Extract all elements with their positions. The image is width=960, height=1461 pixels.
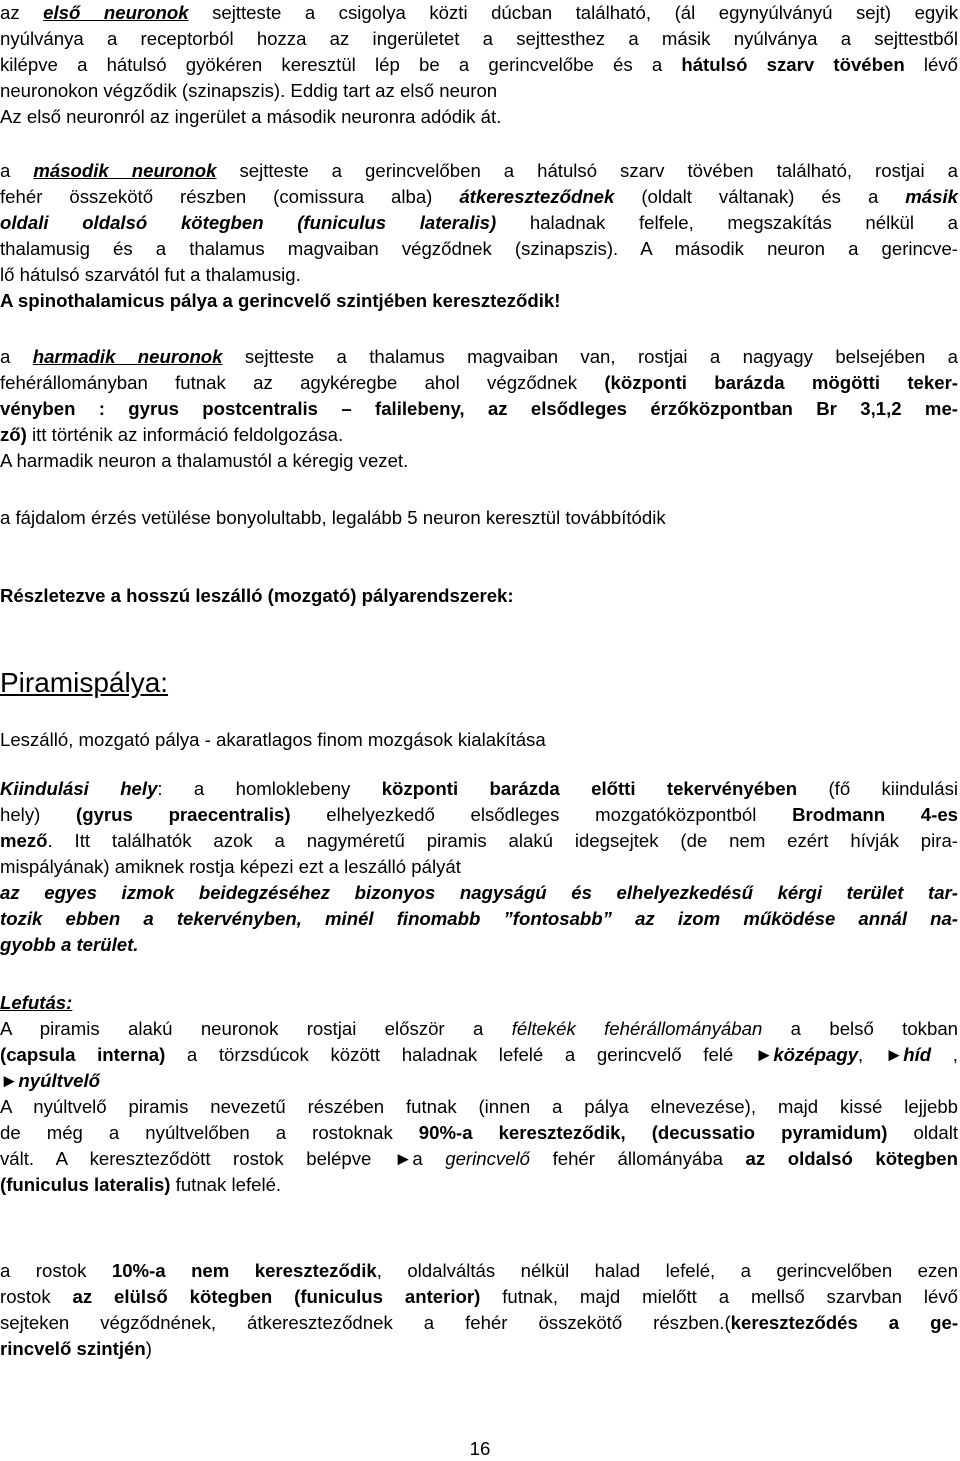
emphasis: (funiculus lateralis) <box>0 1174 171 1195</box>
term-origin: Kiindulási hely <box>0 778 158 799</box>
paragraph-origin <box>0 776 958 958</box>
emphasis: mező <box>0 830 48 851</box>
text-line <box>0 422 958 448</box>
text-run: (oldalt váltanak) és a <box>614 186 906 207</box>
emphasis: (capsula interna) <box>0 1044 166 1065</box>
text-line-bold-italic: tozik ebben a tekervényben, minél finomabb ”fontosabb” az izom működése annál na- <box>0 908 958 929</box>
text-line <box>0 1016 958 1042</box>
course-heading: Lefutás: <box>0 992 73 1013</box>
paragraph-third-neuron <box>0 344 958 474</box>
text-line-bold-italic: gyobb a terület. <box>0 934 139 955</box>
text-run: (fő kiindulási <box>797 778 958 799</box>
text-run: , <box>931 1044 958 1065</box>
emphasis: másik <box>905 186 958 207</box>
text-line: mispályának) amiknek rostja képezi ezt a leszálló pályát <box>0 856 461 877</box>
emphasis: hátulsó szarv tövében <box>681 54 905 75</box>
emphasis: Brodmann 4-es <box>792 804 958 825</box>
emphasis: 10%-a nem kereszteződik <box>111 1260 377 1281</box>
term-third-neurons: harmadik neuronok <box>32 346 223 367</box>
text-run: rostok <box>0 1286 73 1307</box>
text-run: sejtteste a thalamus magvaiban van, rostjai a nagyagy belsejében a <box>222 346 958 367</box>
text-run: a törzsdúcok között haladnak lefelé a gerincvelő felé <box>165 1044 755 1065</box>
text-run: sejtteste a gerincvelőben a hátulsó szarv tövében található, rostjai a <box>216 160 958 181</box>
text-run: a rostok <box>0 1260 112 1281</box>
term-midbrain: középagy <box>773 1044 859 1065</box>
text-run: , <box>858 1044 885 1065</box>
emphasis: oldali oldalsó kötegben (funiculus lateralis) <box>0 212 497 233</box>
text-run: vált. A kereszteződött rostok belépve <box>0 1148 394 1169</box>
text-line <box>0 1146 958 1172</box>
text-line <box>0 184 958 210</box>
subtitle-text: Leszálló, mozgató pálya - akaratlagos finom mozgások kialakítása <box>0 729 546 750</box>
text-line-bold: A spinothalamicus pálya a gerincvelő szintjében kereszteződik! <box>0 290 561 311</box>
text-run: : a homloklebeny <box>157 778 382 799</box>
text-line <box>0 1258 958 1284</box>
page-number: 16 <box>469 1438 491 1459</box>
text-line <box>0 1068 958 1094</box>
paragraph-first-neuron <box>0 0 958 130</box>
text-run: sejtteste a csigolya közti dúcban található, (ál egynyúlványú sejt) egyik <box>188 2 958 23</box>
text-run: . Itt találhatók azok a nagyméretű piramis alakú idegsejtek (de nem ezért hívják pira- <box>47 830 958 851</box>
text-line: Az első neuronról az ingerület a második neuronra adódik át. <box>0 106 502 127</box>
paragraph-course <box>0 990 958 1198</box>
text-line: thalamusig és a thalamus magvaiban végződnek (szinapszis). A második neuron a gerincve- <box>0 238 958 259</box>
text-line <box>0 802 958 828</box>
term-second-neurons: második neuronok <box>33 160 217 181</box>
text-run: sejteken végződnének, átkereszteződnek a fehér összekötő részben.( <box>0 1312 731 1333</box>
term-medulla: nyúltvelő <box>18 1070 101 1091</box>
text-line-bold-italic: az egyes izmok beidegzéséhez bizonyos nagyságú és elhelyezkedésű kérgi terület tar- <box>0 882 958 903</box>
text-run: elhelyezkedő elsődleges mozgatóközpontból <box>290 804 793 825</box>
emphasis: ző) <box>0 424 27 445</box>
arrow-icon: ► <box>0 1070 19 1091</box>
text-run: fehér összekötő részben (comissura alba) <box>0 186 460 207</box>
text-run: a belső tokban <box>762 1018 958 1039</box>
text-run: a <box>412 1148 446 1169</box>
italic-term: gerincvelő <box>445 1148 531 1169</box>
emphasis: átkereszteződnek <box>459 186 615 207</box>
text-line <box>0 1310 958 1336</box>
text-line: lő hátulsó szarvától fut a thalamusig. <box>0 264 301 285</box>
emphasis: (gyrus praecentralis) <box>76 804 291 825</box>
text-line <box>0 52 958 78</box>
text-run: haladnak felfele, megszakítás nélkül a <box>496 212 958 233</box>
text-line <box>0 776 958 802</box>
emphasis: rincvelő szintjén <box>0 1338 146 1359</box>
italic-term: féltekék fehérállományában <box>511 1018 763 1039</box>
text-line <box>0 1042 958 1068</box>
text-run: kilépve a hátulsó gyökéren keresztül lép be a gerincvelőbe és a <box>0 54 682 75</box>
text-line <box>0 828 958 854</box>
text-run: az <box>0 2 44 23</box>
emphasis: az elülső kötegben (funiculus anterior) <box>72 1286 481 1307</box>
paragraph-uncrossed <box>0 1258 958 1362</box>
text-line: a fájdalom érzés vetülése bonyolultabb, legalább 5 neuron keresztül továbbítódik <box>0 507 666 528</box>
emphasis: központi barázda előtti tekervényében <box>381 778 798 799</box>
text-run: a <box>0 346 33 367</box>
text-line <box>0 0 958 26</box>
subtitle <box>0 727 958 753</box>
text-run: , oldalváltás nélkül halad lefelé, a gerincvelőben ezen <box>376 1260 958 1281</box>
main-title: Piramispálya: <box>0 667 169 698</box>
term-pons: híd <box>903 1044 932 1065</box>
text-line: neuronokon végződik (szinapszis). Eddig tart az első neuron <box>0 80 498 101</box>
paragraph-second-neuron <box>0 158 958 314</box>
text-run: oldalt <box>887 1122 958 1143</box>
arrow-icon: ► <box>884 1044 904 1065</box>
section-heading <box>0 583 958 609</box>
text-run: hely) <box>0 804 77 825</box>
text-line <box>0 1172 958 1198</box>
text-line <box>0 1336 958 1362</box>
text-run: futnak lefelé. <box>170 1174 282 1195</box>
text-line-bold: vényben : gyrus postcentralis – falilebeny, az elsődleges érzőközpontban Br 3,1,2 me- <box>0 398 958 419</box>
emphasis: kereszteződés a ge- <box>730 1312 959 1333</box>
text-line <box>0 210 958 236</box>
text-line <box>0 1120 958 1146</box>
text-line <box>0 158 958 184</box>
text-run: fehérállományban futnak az agykéregbe ahol végződnek <box>0 372 605 393</box>
text-run: a <box>0 160 34 181</box>
arrow-icon: ► <box>754 1044 774 1065</box>
text-line: A harmadik neuron a thalamustól a kéregig vezet. <box>0 450 409 471</box>
text-line: nyúlványa a receptorból hozza az ingerületet a sejttesthez a másik nyúlványa a sejttestből <box>0 28 958 49</box>
text-run: itt történik az információ feldolgozása. <box>26 424 344 445</box>
text-run: lévő <box>904 54 958 75</box>
text-line <box>0 370 958 396</box>
text-run: fehér állományába <box>530 1148 746 1169</box>
text-line <box>0 344 958 370</box>
paragraph-pain <box>0 505 958 531</box>
section-heading-text: Részletezve a hosszú leszálló (mozgató) pályarendszerek: <box>0 585 514 606</box>
text-line: A nyúltvelő piramis nevezetű részében futnak (innen a pálya elnevezése), majd kissé lejjebb <box>0 1096 958 1117</box>
text-line <box>0 1284 958 1310</box>
text-run: A piramis alakú neuronok rostjai először a <box>0 1018 512 1039</box>
text-run: futnak, majd mielőtt a mellső szarvban lévő <box>480 1286 958 1307</box>
emphasis: (központi barázda mögötti teker- <box>604 372 958 393</box>
term-first-neurons: első neuronok <box>43 2 189 23</box>
text-run: ) <box>145 1338 152 1359</box>
text-run: de még a nyúltvelőben a rostoknak <box>0 1122 419 1143</box>
emphasis: 90%-a kereszteződik, (decussatio pyramidum) <box>418 1122 888 1143</box>
emphasis: az oldalsó kötegben <box>745 1148 959 1169</box>
arrow-icon: ► <box>393 1148 413 1169</box>
